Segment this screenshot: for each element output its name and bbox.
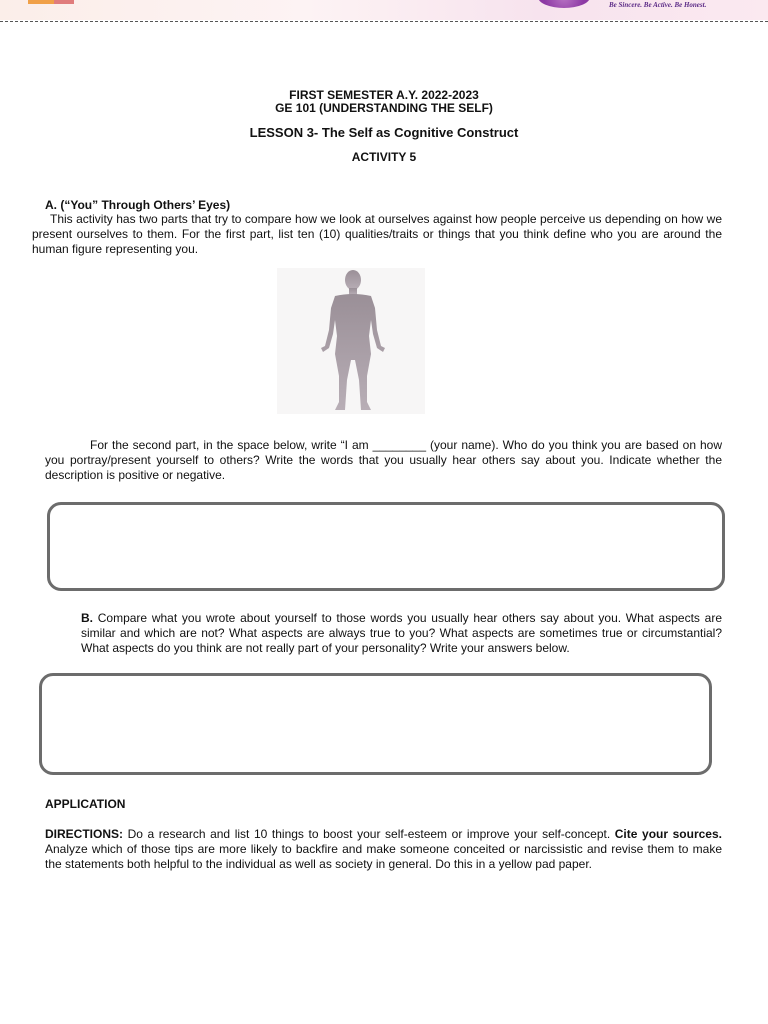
header-divider <box>0 21 768 22</box>
directions-text-1: Do a research and list 10 things to boost your self-esteem or improve your self-concept. <box>123 827 615 841</box>
application-directions <box>45 827 722 872</box>
lesson-title: LESSON 3- The Self as Cognitive Construct <box>249 125 519 140</box>
activity-title: ACTIVITY 5 <box>351 150 417 164</box>
human-figure-image <box>277 268 425 414</box>
application-title: APPLICATION <box>45 797 126 811</box>
answer-box-section-b[interactable] <box>39 673 712 775</box>
section-b-label: B. <box>81 611 93 625</box>
section-a-intro: This activity has two parts that try to compare how we look at ourselves against how people perceive us depending on how we present ourselves to them. For the first part, list ten (10) qualities/traits or things that you think define who you are around the human figure representing you. <box>32 212 722 256</box>
header-banner <box>0 0 768 20</box>
school-seal-icon <box>538 0 590 8</box>
logo-flag-accent <box>54 0 74 4</box>
section-b-body: Compare what you wrote about yourself to those words you usually hear others say about you. What aspects are similar and which are not? What aspects are always true to you? What aspects are sometimes true or circumstantial? What aspects do you think are not really part of your personality? Write your answers below. <box>81 611 722 655</box>
answer-box-part2[interactable] <box>47 502 725 591</box>
logo-flag <box>28 0 54 4</box>
human-figure-icon <box>277 268 425 414</box>
section-b-text <box>81 611 722 656</box>
cite-sources-label: Cite your sources. <box>614 827 722 841</box>
section-a-title: A. (“You” Through Others’ Eyes) <box>45 198 231 212</box>
school-motto: Be Sincere. Be Active. Be Honest. <box>609 1 707 9</box>
section-a-part2: For the second part, in the space below, write “I am ________ (your name). Who do you think you are based on how you portray/present yourself to others? Write the words that you usually hear others say about you. Indicate whether the description is positive or negative. <box>45 438 722 482</box>
semester-title: FIRST SEMESTER A.Y. 2022-2023 <box>289 88 479 102</box>
course-title: GE 101 (UNDERSTANDING THE SELF) <box>275 101 493 115</box>
directions-text-2: Analyze which of those tips are more likely to backfire and make someone conceited or narcissistic and revise them to make the statements both helpful to the individual as well as society in general. Do this in a yellow pad paper. <box>45 842 722 871</box>
directions-label: DIRECTIONS: <box>45 827 123 841</box>
